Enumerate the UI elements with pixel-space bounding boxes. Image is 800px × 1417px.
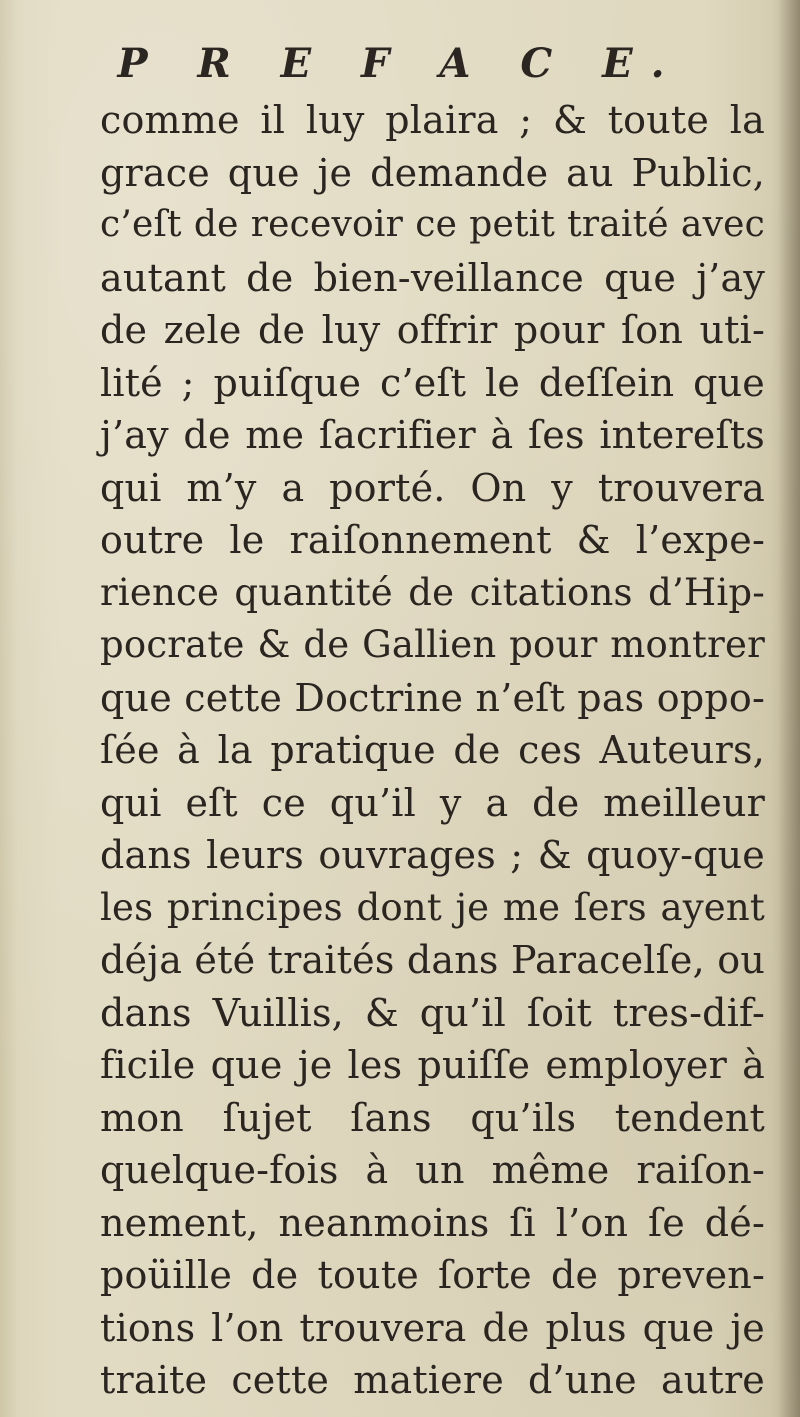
catchword-line: traite cette matiere d’une autre (100, 1358, 765, 1402)
text-line: qui m’y a porté. On y trouvera (100, 465, 765, 510)
text-line: dans Vuillis, & qu’il ſoit tres-dif- (100, 990, 765, 1035)
text-line: tions l’on trouvera de plus que je (100, 1305, 765, 1350)
text-line: rience quantité de citations d’Hip- (100, 570, 765, 614)
text-line: lité ; puiſque c’eſt le deſſein que (100, 360, 765, 405)
text-line: autant de bien-veillance que j’ay (100, 255, 765, 300)
text-line: poüille de toute ſorte de preven- (100, 1253, 765, 1297)
text-line: outre le raiſonnement & l’expe- (100, 518, 765, 562)
text-line: comme il luy plaira ; & toute la (100, 98, 765, 142)
text-line: que cette Doctrine n’eſt pas oppo- (100, 675, 765, 720)
text-line: déja été traités dans Paracelſe, ou (100, 938, 765, 982)
text-line: ficile que je les puiſſe employer à (100, 1043, 765, 1087)
text-line: grace que je demande au Public, (100, 150, 765, 195)
text-line: mon ſujet ſans qu’ils tendent (100, 1095, 765, 1140)
text-line: c’eſt de recevoir ce petit traité avec (100, 204, 765, 245)
text-line: ſée à la pratique de ces Auteurs, (100, 728, 765, 772)
text-line: de zele de luy offrir pour ſon uti- (100, 308, 765, 352)
running-head: P R E F A C E. (117, 40, 683, 87)
text-line: les principes dont je me ſers ayent (100, 885, 765, 929)
text-line: qui eſt ce qu’il y a de meilleur (100, 780, 765, 825)
text-line: nement, neanmoins ſi l’on ſe dé- (100, 1200, 765, 1245)
text-line: j’ay de me ſacrifier à ſes intereſts (100, 413, 765, 457)
text-line: dans leurs ouvrages ; & quoy-que (100, 833, 765, 877)
text-line: quelque-fois à un même raiſon- (100, 1148, 765, 1192)
body-text (100, 94, 765, 1407)
text-line: pocrate & de Gallien pour montrer (100, 623, 765, 666)
